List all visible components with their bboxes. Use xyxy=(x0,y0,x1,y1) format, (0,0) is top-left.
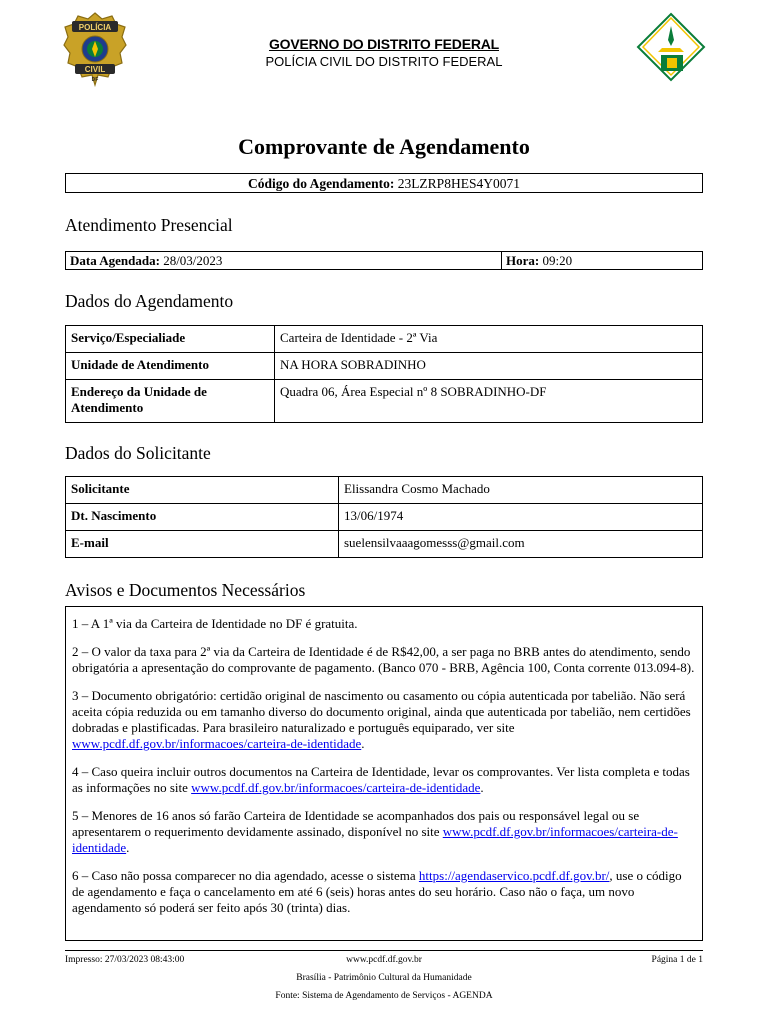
notice-6 xyxy=(72,868,696,916)
attendance-heading: Atendimento Presencial xyxy=(65,215,233,235)
email-value: suelensilvaaagomesss@gmail.com xyxy=(339,531,703,558)
svg-text:DF: DF xyxy=(91,77,99,83)
footer-source: Fonte: Sistema de Agendamento de Serviços - AGENDA xyxy=(275,991,493,1001)
address-label: Endereço da Unidade de Atendimento xyxy=(66,380,275,423)
notice-5-link[interactable]: www.pcdf.df.gov.br/informacoes/carteira-de-identidade xyxy=(72,824,678,855)
notice-6-link[interactable]: https://agendaservico.pcdf.df.gov.br/ xyxy=(418,868,610,883)
appointment-heading: Dados do Agendamento xyxy=(65,291,234,311)
gdf-brasao-logo xyxy=(636,12,706,82)
table-row xyxy=(66,477,703,504)
notice-2: 2 – O valor da taxa para 2ª via da Carteira de Identidade é de R$42,00, a ser paga no BRB antes do atendimento, sendo obrigatória a apresentação do comprovante de pagamento. (Banco 070 - BRB, Agência 100, Conta corrente 013.094-8). xyxy=(72,644,695,675)
table-row xyxy=(66,353,703,380)
notices-heading: Avisos e Documentos Necessários xyxy=(65,580,306,600)
notice-6-end: , use o código de agendamento e faça o cancelamento em até 6 (seis) horas antes do seu horário. Caso não o faça, um novo agendamento só poderá ser feito após 30 (trinta) dias. xyxy=(72,868,682,915)
requester-heading: Dados do Solicitante xyxy=(65,443,211,463)
appointment-table xyxy=(65,325,703,423)
email-label: E-mail xyxy=(66,531,339,558)
footer-site: www.pcdf.df.gov.br xyxy=(346,955,422,965)
notice-5-text: 5 – Menores de 16 anos só farão Carteira de Identidade se acompanhados dos pais ou responsável legal ou se apresentarem o requerimento devidamente assinado, disponível no site xyxy=(72,808,640,839)
appointment-code-value: 23LZRP8HES4Y0071 xyxy=(397,176,520,191)
notice-4-link[interactable]: www.pcdf.df.gov.br/informacoes/carteira-de-identidade xyxy=(191,780,481,795)
government-subtitle: POLÍCIA CIVIL DO DISTRITO FEDERAL xyxy=(265,54,503,69)
table-row xyxy=(66,531,703,558)
notice-4-text: 4 – Caso queira incluir outros documentos na Carteira de Identidade, levar os comprovantes. Ver lista completa e todas as informações no site xyxy=(72,764,690,795)
notices-box xyxy=(65,606,703,941)
document-title: Comprovante de Agendamento xyxy=(238,134,530,159)
government-title: GOVERNO DO DISTRITO FEDERAL xyxy=(268,36,500,52)
scheduled-date-label: Data Agendada: xyxy=(70,253,160,268)
service-label: Serviço/Especialiade xyxy=(66,326,275,353)
scheduled-time-value: 09:20 xyxy=(542,253,573,268)
scheduled-time-label: Hora: xyxy=(506,253,540,268)
birthdate-value: 13/06/1974 xyxy=(339,504,703,531)
notice-5-end: . xyxy=(126,840,130,855)
notice-6-text: 6 – Caso não possa comparecer no dia agendado, acesse o sistema xyxy=(72,868,419,883)
requester-table xyxy=(65,476,703,558)
notice-3 xyxy=(72,688,696,752)
attendance-date-row xyxy=(65,251,703,270)
scheduled-time-cell xyxy=(502,252,572,270)
footer-divider xyxy=(65,950,703,951)
appointment-code-box xyxy=(65,173,703,193)
scheduled-date-cell xyxy=(66,252,502,269)
unit-label: Unidade de Atendimento xyxy=(66,353,275,380)
footer-printed: Impresso: 27/03/2023 08:43:00 xyxy=(65,955,185,965)
notice-3-text: 3 – Documento obrigatório: certidão original de nascimento ou casamento ou cópia autenticada por tabelião. Não será aceita cópia reduzida ou em tamanho diverso do documento original, ainda que autenticada por tabelião, nem certidões dobradas e plastificadas. Para brasileiro naturalizado e português equiparado, ver site xyxy=(72,688,691,735)
scheduled-date-value: 28/03/2023 xyxy=(163,253,223,268)
notice-3-link[interactable]: www.pcdf.df.gov.br/informacoes/carteira-de-identidade xyxy=(72,736,362,751)
svg-text:POLÍCIA: POLÍCIA xyxy=(78,23,112,32)
notice-4 xyxy=(72,764,696,796)
service-value: Carteira de Identidade - 2ª Via xyxy=(275,326,703,353)
svg-text:CIVIL: CIVIL xyxy=(84,65,106,74)
address-value: Quadra 06, Área Especial nº 8 SOBRADINHO-DF xyxy=(275,380,703,423)
requester-value: Elissandra Cosmo Machado xyxy=(339,477,703,504)
requester-label: Solicitante xyxy=(66,477,339,504)
footer-page-number: Página 1 de 1 xyxy=(651,955,703,965)
table-row xyxy=(66,380,703,423)
table-row xyxy=(66,326,703,353)
unit-value: NA HORA SOBRADINHO xyxy=(275,353,703,380)
notice-3-end: . xyxy=(361,736,365,751)
birthdate-label: Dt. Nascimento xyxy=(66,504,339,531)
footer-tagline: Brasília - Patrimônio Cultural da Humanidade xyxy=(296,973,472,983)
notice-1: 1 – A 1ª via da Carteira de Identidade no DF é gratuita. xyxy=(72,616,358,631)
appointment-code-label: Código do Agendamento: xyxy=(248,176,395,191)
notice-5 xyxy=(72,808,696,856)
notice-4-end: . xyxy=(480,780,484,795)
table-row xyxy=(66,504,703,531)
